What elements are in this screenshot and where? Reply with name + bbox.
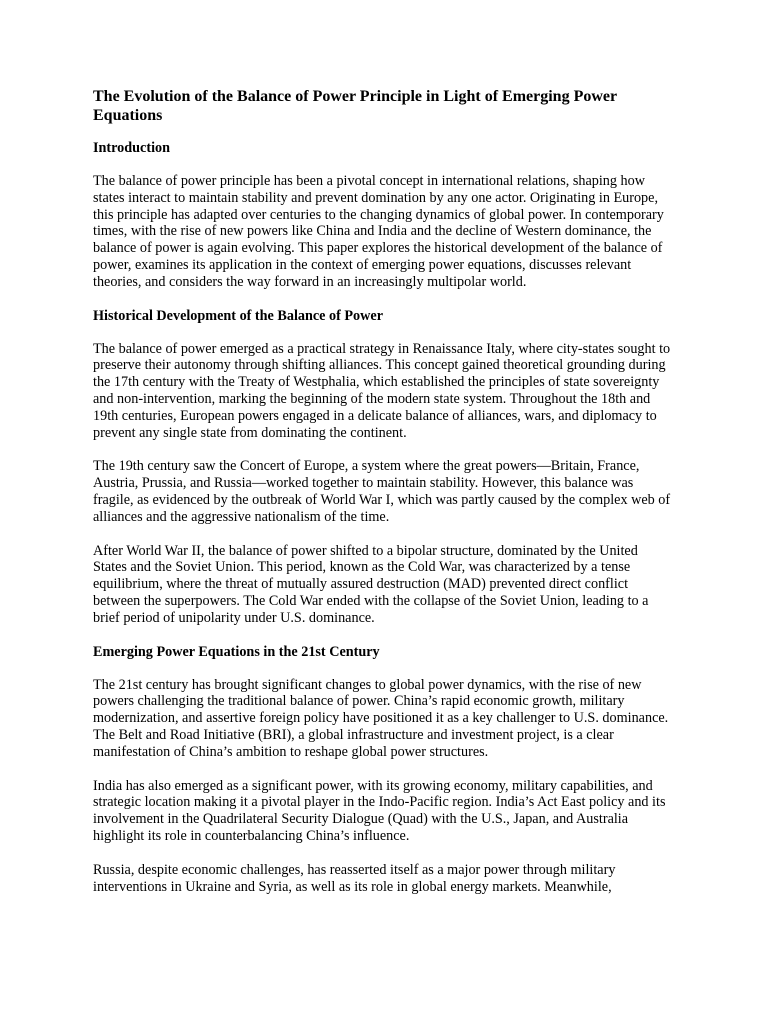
section-heading-historical-development: Historical Development of the Balance of Power	[93, 307, 383, 324]
section-heading-introduction: Introduction	[93, 140, 170, 156]
emerging-paragraph-china: The 21st century has brought significant changes to global power dynamics, with the rise of new powers challenging the traditional balance of power. China’s rapid economic growth, military modernization, and assertive foreign policy have positioned it as a key challenger to U.S. dominance. The Belt and Road Initiative (BRI), a global infrastructure and investment project, is a clear manifestation of China’s ambition to reshape global power structures.	[93, 676, 669, 760]
document-page	[93, 87, 675, 912]
historical-paragraph-renaissance: The balance of power emerged as a practical strategy in Renaissance Italy, where city-states sought to preserve their autonomy through shifting alliances. This concept gained theoretical grounding during the 17th century with the Treaty of Westphalia, which established the principles of state sovereignty and non-intervention, marking the beginning of the modern state system. Throughout the 18th and 19th centuries, European powers engaged in a delicate balance of alliances, wars, and diplomacy to prevent any single state from dominating the continent.	[93, 340, 671, 441]
historical-paragraph-concert-of-europe: The 19th century saw the Concert of Europe, a system where the great powers—Britain, France, Austria, Prussia, and Russia—worked together to maintain stability. However, this balance was fragile, as evidenced by the outbreak of World War I, which was partly caused by the complex web of alliances and the aggressive nationalism of the time.	[93, 458, 671, 525]
introduction-paragraph: The balance of power principle has been a pivotal concept in international relations, shaping how states interact to maintain stability and prevent domination by any one actor. Originating in Europe, this principle has adapted over centuries to the changing dynamics of global power. In contemporary times, with the rise of new powers like China and India and the decline of Western dominance, the balance of power is again evolving. This paper explores the historical development of the balance of power, examines its application in the context of emerging power equations, discusses relevant theories, and considers the way forward in an increasingly multipolar world.	[93, 173, 664, 290]
emerging-paragraph-russia: Russia, despite economic challenges, has reasserted itself as a major power through military interventions in Ukraine and Syria, as well as its role in global energy markets. Meanwhile,	[93, 861, 616, 895]
section-heading-emerging-power: Emerging Power Equations in the 21st Century	[93, 643, 380, 660]
historical-paragraph-cold-war: After World War II, the balance of power shifted to a bipolar structure, dominated by the United States and the Soviet Union. This period, known as the Cold War, was characterized by a tense equilibrium, where the threat of mutually assured destruction (MAD) prevented direct conflict between the superpowers. The Cold War ended with the collapse of the Soviet Union, leading to a brief period of unipolarity under U.S. dominance.	[93, 542, 649, 626]
document-title: The Evolution of the Balance of Power Principle in Light of Emerging Power Equations	[93, 88, 617, 124]
emerging-paragraph-india: India has also emerged as a significant power, with its growing economy, military capabilities, and strategic location making it a pivotal player in the Indo-Pacific region. India’s Act East policy and its involvement in the Quadrilateral Security Dialogue (Quad) with the U.S., Japan, and Australia highlight its role in counterbalancing China’s influence.	[93, 777, 666, 844]
